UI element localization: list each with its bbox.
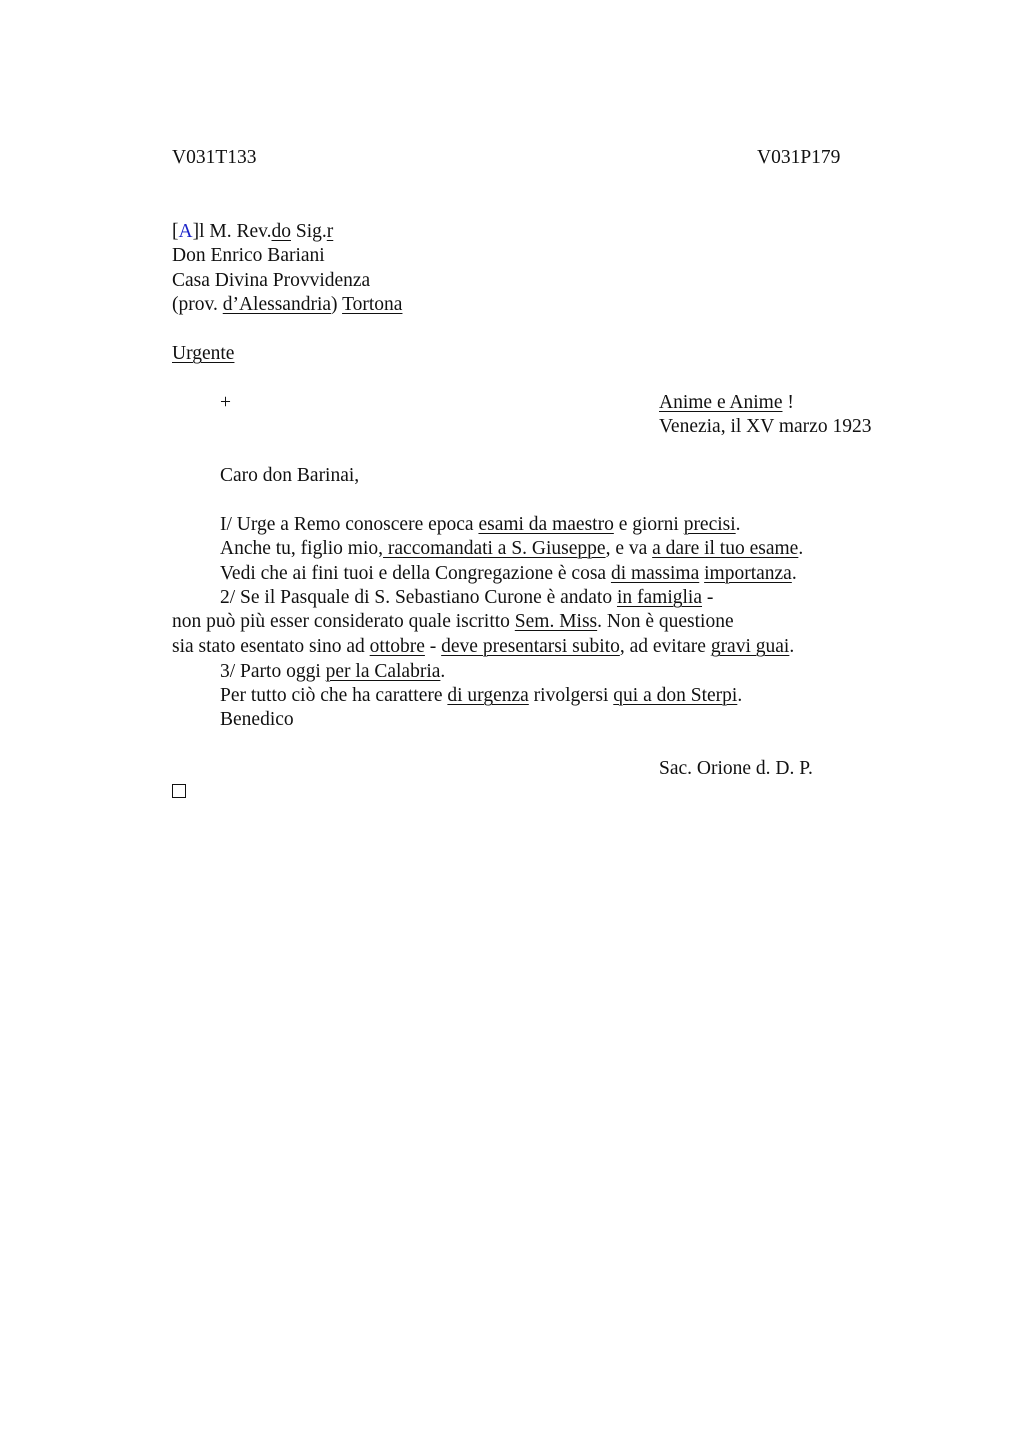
motto: Anime e Anime ! [659, 392, 794, 413]
body-line: 2/ Se il Pasquale di S. Sebastiano Curone è andato in famiglia - [220, 587, 714, 608]
address-line-1: [A]l M. Rev.do Sig.r [172, 221, 334, 242]
address-line-2: Don Enrico Bariani [172, 245, 325, 266]
cross-symbol: + [220, 392, 231, 413]
urgent-label: Urgente [172, 343, 235, 364]
body-line: I/ Urge a Remo conoscere epoca esami da maestro e giorni precisi. [220, 514, 741, 535]
salutation: Caro don Barinai, [220, 465, 360, 486]
body-line: Benedico [220, 709, 294, 730]
body-line: Anche tu, figlio mio, raccomandati a S. Giuseppe, e va a dare il tuo esame. [220, 538, 804, 559]
address-line-3: Casa Divina Provvidenza [172, 270, 371, 291]
body-line: Vedi che ai fini tuoi e della Congregazione è cosa di massima importanza. [220, 563, 797, 584]
body-line: Per tutto ciò che ha carattere di urgenza rivolgersi qui a don Sterpi. [220, 685, 743, 706]
body-line: 3/ Parto oggi per la Calabria. [220, 661, 446, 682]
document-code-right: V031P179 [757, 147, 841, 168]
signature: Sac. Orione d. D. P. [659, 758, 813, 779]
document-code-left: V031T133 [172, 147, 257, 168]
square-icon [172, 784, 186, 798]
body-line: sia stato esentato sino ad ottobre - deve presentarsi subito, ad evitare gravi guai. [172, 636, 795, 657]
editorial-insert: A [178, 221, 193, 242]
address-line-4: (prov. d’Alessandria) Tortona [172, 294, 403, 315]
body-line: non può più esser considerato quale iscritto Sem. Miss. Non è questione [172, 611, 734, 632]
place-date: Venezia, il XV marzo 1923 [659, 416, 872, 437]
